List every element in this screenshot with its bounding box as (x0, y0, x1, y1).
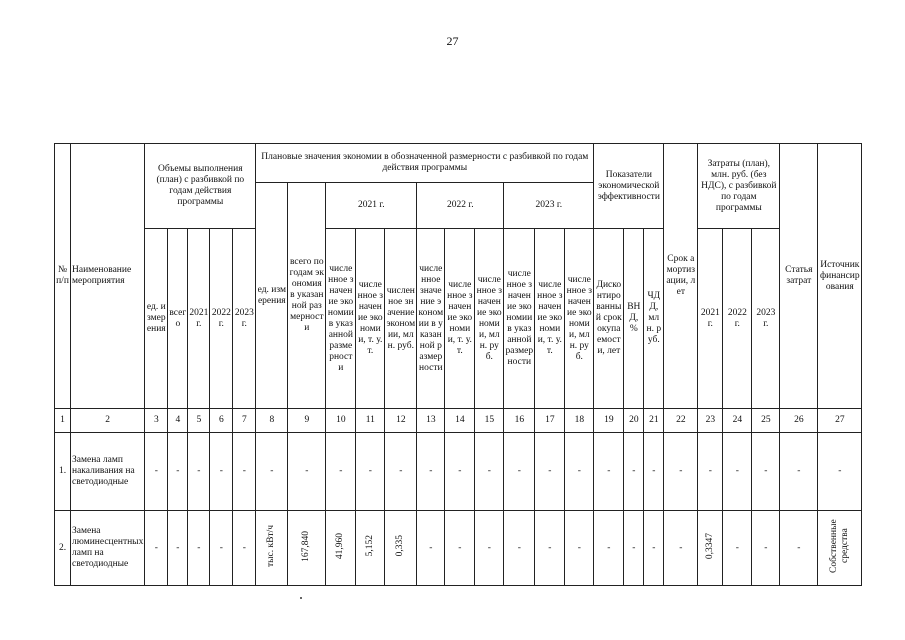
cell-value: - (145, 433, 168, 511)
column-number: 19 (594, 409, 624, 433)
cell-value: - (233, 433, 256, 511)
column-number: 21 (644, 409, 664, 433)
cell-value: - (664, 433, 698, 511)
header-costs-group: Затраты (план), млн. руб. (без НДС), с разбивкой по годам программы (698, 144, 780, 229)
column-number: 10 (326, 409, 356, 433)
column-number: 11 (356, 409, 385, 433)
cell-value: - (504, 433, 535, 511)
header-funding-source: Источник финансирования (818, 144, 862, 409)
header-cost-2022: 2022 г. (723, 229, 752, 409)
cell-value: 0,3347 (704, 532, 715, 560)
column-number-row (55, 409, 862, 433)
column-number: 12 (385, 409, 417, 433)
cell-value: - (417, 511, 445, 586)
cell-value: - (535, 511, 565, 586)
cell-value: - (565, 511, 594, 586)
column-number: 9 (288, 409, 326, 433)
column-number: 7 (233, 409, 256, 433)
column-number: 16 (504, 409, 535, 433)
column-number: 22 (664, 409, 698, 433)
header-savings-unit: ед. измерения (256, 183, 288, 409)
header-cost-2023: 2023 г. (752, 229, 780, 409)
cell-value: - (723, 511, 752, 586)
header-2022-tut: численное значение экономии, т. у. т. (445, 229, 475, 409)
column-number: 15 (475, 409, 504, 433)
header-2021-natural: численное значение экономии в указанной размерности (326, 229, 356, 409)
cell-value: - (168, 511, 188, 586)
header-efficiency-group: Показатели экономической эффективности (594, 144, 664, 229)
column-number: 17 (535, 409, 565, 433)
header-no: № п/п (55, 144, 71, 409)
header-cost-2021: 2021 г. (698, 229, 723, 409)
scan-speck (300, 597, 302, 599)
row-number: 2. (55, 511, 71, 586)
cell-value: - (624, 511, 644, 586)
header-year-2021: 2021 г. (326, 183, 417, 229)
column-number: 5 (188, 409, 210, 433)
column-number: 25 (752, 409, 780, 433)
cell-value: Собственные средства (828, 519, 850, 573)
cell-value: - (385, 433, 417, 511)
column-number: 6 (210, 409, 233, 433)
program-table (54, 143, 862, 586)
header-2023-natural: численное значение экономии в указанной размерности (504, 229, 535, 409)
cell-value: - (780, 433, 818, 511)
cell-funding-source (818, 511, 862, 586)
cell-2021-rub (385, 511, 417, 586)
header-npv: ЧДД, млн. руб. (644, 229, 664, 409)
column-number: 8 (256, 409, 288, 433)
cell-value: - (535, 433, 565, 511)
table-row (55, 511, 862, 586)
column-number: 18 (565, 409, 594, 433)
column-number: 13 (417, 409, 445, 433)
column-number: 23 (698, 409, 723, 433)
cell-value: - (445, 511, 475, 586)
cell-value: - (594, 511, 624, 586)
column-number: 3 (145, 409, 168, 433)
cell-value: - (664, 511, 698, 586)
cell-savings-total (288, 511, 326, 586)
cell-value: - (723, 433, 752, 511)
cell-value: - (210, 511, 233, 586)
cell-value: 41,960 (335, 532, 346, 560)
header-year-2023: 2023 г. (504, 183, 594, 229)
header-savings-group: Плановые значения экономии в обозначенной размерности с разбивкой по годам действия программы (256, 144, 594, 183)
cell-value: - (698, 433, 723, 511)
cell-value: - (565, 433, 594, 511)
header-2021-tut: численное значение экономии, т. у. т. (356, 229, 385, 409)
cell-value: тыс. кВт/ч (266, 524, 277, 568)
cell-value: - (780, 511, 818, 586)
cell-value: - (504, 511, 535, 586)
cell-value: - (288, 433, 326, 511)
cell-value: - (356, 433, 385, 511)
cell-value: - (475, 433, 504, 511)
cell-value: - (210, 433, 233, 511)
cell-value: - (326, 433, 356, 511)
header-2022-natural: численное значение экономии в указанной размерности (417, 229, 445, 409)
header-2023-tut: численное значение экономии, т. у. т. (535, 229, 565, 409)
cell-value: - (233, 511, 256, 586)
cell-value: - (594, 433, 624, 511)
cell-2021-tut (356, 511, 385, 586)
header-2023-rub: численное значение экономии, млн. руб. (565, 229, 594, 409)
cell-value: 167,840 (301, 530, 312, 562)
cell-value: - (256, 433, 288, 511)
header-payback: Дисконтированный срок окупаемости, лет (594, 229, 624, 409)
header-volume-2022: 2022 г. (210, 229, 233, 409)
cell-value: - (624, 433, 644, 511)
header-savings-total: всего по годам экономия в указанной размерности (288, 183, 326, 409)
header-name: Наименование мероприятия (71, 144, 145, 409)
row-name: Замена люминесцентных ламп на светодиодные (71, 511, 145, 586)
cell-value: - (188, 511, 210, 586)
cell-value: 5,152 (364, 535, 375, 557)
cell-value: - (644, 433, 664, 511)
cell-value: - (818, 433, 862, 511)
column-number: 2 (71, 409, 145, 433)
cell-value: - (475, 511, 504, 586)
column-number: 14 (445, 409, 475, 433)
column-number: 26 (780, 409, 818, 433)
cell-value: - (752, 433, 780, 511)
cell-value: 0,335 (395, 535, 406, 557)
header-volume-total: всего (168, 229, 188, 409)
cell-value: - (168, 433, 188, 511)
row-number: 1. (55, 433, 71, 511)
column-number: 24 (723, 409, 752, 433)
header-volume-2023: 2023 г. (233, 229, 256, 409)
header-volume-unit: ед. измерения (145, 229, 168, 409)
cell-savings-unit (256, 511, 288, 586)
header-cost-article: Статья затрат (780, 144, 818, 409)
page-number: 27 (446, 34, 459, 48)
column-number: 1 (55, 409, 71, 433)
header-2022-rub: численное значение экономии, млн. руб. (475, 229, 504, 409)
row-name: Замена ламп накаливания на светодиодные (71, 433, 145, 511)
column-number: 20 (624, 409, 644, 433)
column-number: 4 (168, 409, 188, 433)
header-volume-2021: 2021 г. (188, 229, 210, 409)
cell-value: - (417, 433, 445, 511)
cell-value: - (445, 433, 475, 511)
column-number: 27 (818, 409, 862, 433)
header-year-2022: 2022 г. (417, 183, 504, 229)
header-volumes-group: Объемы выполнения (план) с разбивкой по годам действия программы (145, 144, 256, 229)
cell-value: - (644, 511, 664, 586)
header-2021-rub: численное значение экономии, млн. руб. (385, 229, 417, 409)
header-depreciation: Срок амортизации, лет (664, 144, 698, 409)
cell-value: - (188, 433, 210, 511)
table-row (55, 433, 862, 511)
cell-cost-2021 (698, 511, 723, 586)
cell-value: - (145, 511, 168, 586)
cell-2021-natural (326, 511, 356, 586)
header-irr: ВНД, % (624, 229, 644, 409)
cell-value: - (752, 511, 780, 586)
